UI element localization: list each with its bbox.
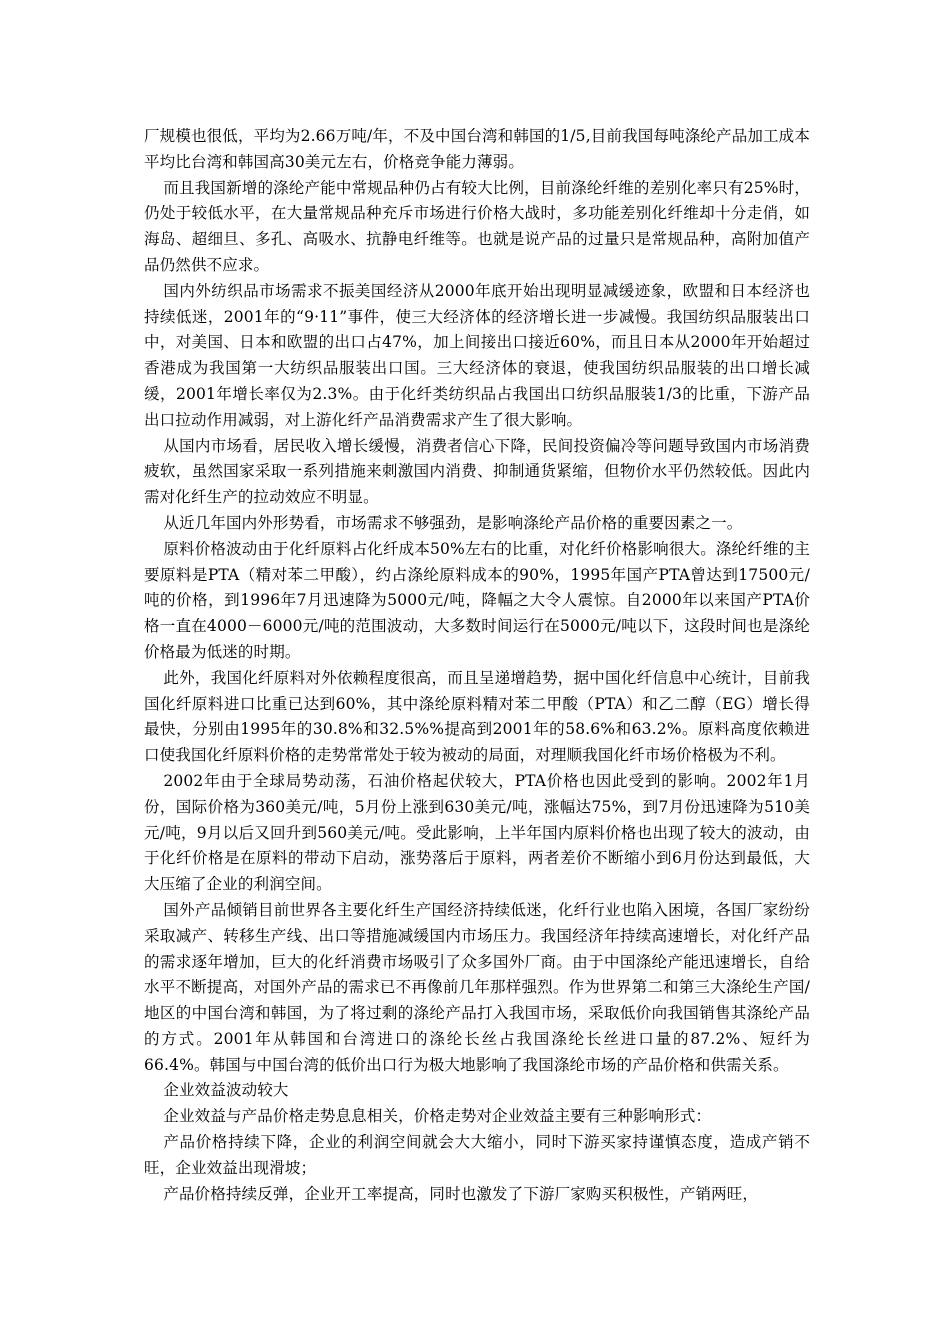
paragraph-profit-intro: 企业效益与产品价格走势息息相关，价格走势对企业效益主要有三种影响形式： [163,1107,712,1126]
paragraph-textile-demand: 国内外纺织品市场需求不振美国经济从2000年底开始出现明显减缓迹象，欧盟和日本经济也持续低迷，2001年的“9·11”事件，使三大经济体的经济增长进一步减慢。我国纺织品服装出口中，对美国、日本和欧盟的出口占47%，加上间接出口接近60%，而且日本从2000年开始超过香港成为我国第一大纺织品服装出口国。三大经济体的衰退，使我国纺织品服装的出口增长减缓，2001年增长率仅为2.3%。由于化纤类纺织品占我国出口纺织品服装1/3的比重，下游产品出口拉动作用减弱，对上游化纤产品消费需求产生了很大影响。 [144,281,810,429]
paragraph-continuation: 厂规模也很低，平均为2.66万吨/年，不及中国台湾和韩国的1/5,目前我国每吨涤纶产品加工成本平均比台湾和韩国高30美元左右，价格竞争能力薄弱。 [144,127,810,171]
paragraph-raw-material-price: 原料价格波动由于化纤原料占化纤成本50%左右的比重，对化纤价格影响很大。涤纶纤维的主要原料是PTA（精对苯二甲酸），约占涤纶原料成本的90%，1995年国产PTA曾达到17500元/吨的价格，到1996年7月迅速降为5000元/吨，降幅之大令人震惊。自2000年以来国产PTA价格一直在4000－6000元/吨的范围波动，大多数时间运行在5000元/吨以下，这段时间也是涤纶价格最为低迷的时期。 [144,539,810,661]
section-heading-enterprise-profit: 企业效益波动较大 [163,1081,289,1100]
paragraph-differentiation-rate: 而且我国新增的涤纶产能中常规品种仍占有较大比例，目前涤纶纤维的差别化率只有25%时，仍处于较低水平，在大量常规品种充斥市场进行价格大战时，多功能差别化纤维却十分走俏，如海岛、超细旦、多孔、高吸水、抗静电纤维等。也就是说产品的过量只是常规品种，高附加值产品仍然供不应求。 [144,178,810,274]
document-body [144,124,810,1207]
paragraph-2002-pta-price: 2002年由于全球局势动荡，石油价格起伏较大，PTA价格也因此受到的影响。2002年1月份，国际价格为360美元/吨，5月份上涨到630美元/吨，涨幅达75%，到7月份迅速降为510美元/吨，9月以后又回升到560美元/吨。受此影响，上半年国内原料价格也出现了较大的波动，由于化纤价格是在原料的带动下启动，涨势落后于原料，两者差价不断缩小到6月份达到最低，大大压缩了企业的利润空间。 [144,771,810,894]
paragraph-market-summary: 从近几年国内外形势看，市场需求不够强劲，是影响涤纶产品价格的重要因素之一。 [163,513,743,532]
paragraph-domestic-market: 从国内市场看，居民收入增长缓慢，消费者信心下降，民间投资偏冷等问题导致国内市场消费疲软，虽然国家采取一系列措施来刺激国内消费、抑制通货紧缩，但物价水平仍然较低。因此内需对化纤生产的拉动效应不明显。 [144,436,810,507]
paragraph-foreign-dumping: 国外产品倾销目前世界各主要化纤生产国经济持续低迷，化纤行业也陷入困境，各国厂家纷纷采取减产、转移生产线、出口等措施减缓国内市场压力。我国经济年持续高速增长，对化纤产品的需求逐年增加，巨大的化纤消费市场吸引了众多国外厂商。由于中国涤纶产能迅速增长，自给水平不断提高，对国外产品的需求已不再像前几年那样强烈。作为世界第二和第三大涤纶生产国/地区的中国台湾和韩国，为了将过剩的涤纶产品打入我国市场，采取低价向我国销售其涤纶产品的方式。2001年从韩国和台湾进口的涤纶长丝占我国涤纶长丝进口量的87.2%、短纤为66.4%。韩国与中国台湾的低价出口行为极大地影响了我国涤纶市场的产品价格和供需关系。 [144,900,810,1074]
paragraph-import-dependence: 此外，我国化纤原料对外依赖程度很高，而且呈递增趋势，据中国化纤信息中心统计，目前我国化纤原料进口比重已达到60%，其中涤纶原料精对苯二甲酸（PTA）和乙二醇（EG）增长得最快，分别由1995年的30.8%和32.5%%提高到2001年的58.6%和63.2%。原料高度依赖进口使我国化纤原料价格的走势常常处于较为被动的局面，对理顺我国化纤市场价格极为不利。 [144,668,810,765]
paragraph-price-decline: 产品价格持续下降，企业的利润空间就会大大缩小，同时下游买家持谨慎态度，造成产销不旺，企业效益出现滑坡； [144,1133,810,1177]
paragraph-price-rebound: 产品价格持续反弹，企业开工率提高，同时也激发了下游厂家购买积极性，产销两旺， [163,1184,759,1203]
